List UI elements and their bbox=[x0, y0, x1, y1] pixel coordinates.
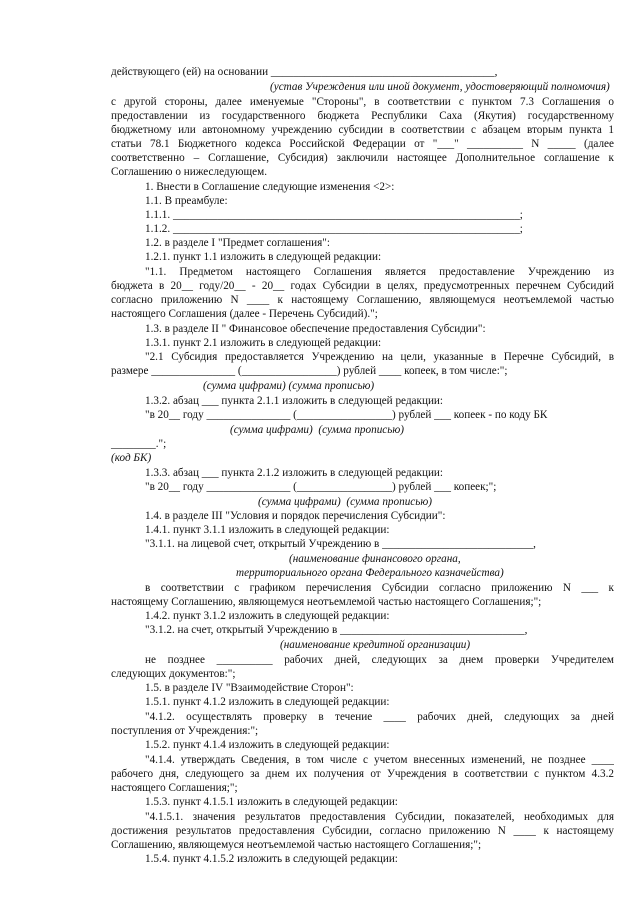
clause-1-1-2: 1.1.2. ______________________________________________________________; bbox=[145, 223, 523, 235]
point-4-1-4-line-3: настоящего Соглашения;"; bbox=[111, 782, 238, 794]
amount-caption-3: (сумма цифрами) (сумма прописью) bbox=[258, 496, 432, 508]
basis-line: действующего (ей) на основании ________________________________________, bbox=[111, 66, 498, 78]
clause-1-3: 1.3. в разделе II " Финансовое обеспечение предоставления Субсидии": bbox=[145, 323, 486, 335]
schedule-line-1: в соответствии с графиком перечисления Субсидии согласно приложению N ___ к bbox=[145, 582, 614, 594]
clause-1-4: 1.4. в разделе III "Условия и порядок перечисления Субсидии": bbox=[145, 510, 446, 522]
clause-1-5-4: 1.5.4. пункт 4.1.5.2 изложить в следующей редакции: bbox=[145, 853, 398, 865]
point-4-1-5-1-line-2: достижения результатов предоставления Субсидии, согласно приложению N ____ к настоящему bbox=[111, 825, 614, 837]
point-1-1-line-3: согласно приложению N ____ к настоящему Соглашению, являющемуся неотъемлемой частью bbox=[111, 294, 614, 306]
clause-1-5: 1.5. в разделе IV "Взаимодействие Сторон": bbox=[145, 682, 354, 694]
deadline-line-2: следующих документов:"; bbox=[111, 668, 236, 680]
clause-1-1-1: 1.1.1. ______________________________________________________________; bbox=[145, 209, 523, 221]
point-3-1-2-line: "3.1.2. на счет, открытый Учреждению в _________________________________, bbox=[145, 624, 528, 636]
point-4-1-4-line-1: "4.1.4. утверждать Сведения, в том числе с учетом внесенных изменений, не позднее ____ bbox=[145, 754, 614, 766]
point-1-1-line-2: бюджета в 20__ году/20__ - 20__ годах Субсидии в целях, предусмотренных перечнем Субсидий bbox=[111, 280, 614, 292]
finance-body-caption-1: (наименование финансового органа, bbox=[289, 553, 461, 565]
clause-1-2: 1.2. в разделе I "Предмет соглашения": bbox=[145, 237, 330, 249]
clause-1-5-1: 1.5.1. пункт 4.1.2 изложить в следующей редакции: bbox=[145, 696, 390, 708]
point-2-1-line-1: "2.1 Субсидия предоставляется Учреждению на цели, указанные в Перечне Субсидий, в bbox=[145, 351, 614, 363]
clause-1-3-1: 1.3.1. пункт 2.1 изложить в следующей редакции: bbox=[145, 337, 382, 349]
clause-1-2-1: 1.2.1. пункт 1.1 изложить в следующей редакции: bbox=[145, 251, 382, 263]
amount-caption-1: (сумма цифрами) (сумма прописью) bbox=[203, 380, 375, 392]
preamble-line-1: с другой стороны, далее именуемые "Стороны", в соответствии с пунктом 7.3 Соглашения о bbox=[111, 96, 614, 108]
amount-caption-2: (сумма цифрами) (сумма прописью) bbox=[230, 424, 404, 436]
point-3-1-1-line: "3.1.1. на лицевой счет, открытый Учреждению в ___________________________, bbox=[145, 538, 536, 550]
year-amount-bk-line: "в 20__ году _______________ (_________________) рублей ___ копеек - по коду БК bbox=[145, 409, 548, 421]
clause-1-4-2: 1.4.2. пункт 3.1.2 изложить в следующей редакции: bbox=[145, 610, 390, 622]
clause-1-1: 1.1. В преамбуле: bbox=[145, 195, 228, 207]
preamble-line-6: Соглашению о нижеследующем. bbox=[111, 166, 267, 178]
clause-1-4-1: 1.4.1. пункт 3.1.1 изложить в следующей редакции: bbox=[145, 524, 390, 536]
year-amount-line: "в 20__ году _______________ (_________________) рублей ___ копеек;"; bbox=[145, 481, 497, 493]
bk-code-caption: (код БК) bbox=[111, 452, 152, 464]
schedule-line-2: настоящему Соглашению, являющемуся неотъемлемой частью настоящего Соглашения;"; bbox=[111, 596, 542, 608]
finance-body-caption-2: территориального органа Федерального казначейства) bbox=[236, 567, 504, 579]
point-2-1-line-2: размере _______________ (_________________) рублей ____ копеек, в том числе:"; bbox=[111, 365, 508, 377]
point-4-1-5-1-line-1: "4.1.5.1. значения результатов предоставления Субсидии, показателей, необходимых для bbox=[145, 811, 614, 823]
credit-org-caption: (наименование кредитной организации) bbox=[280, 639, 471, 651]
preamble-line-2: предоставлении из государственного бюджета Республики Саха (Якутия) государственному bbox=[111, 110, 614, 122]
clause-1-3-2: 1.3.2. абзац ___ пункта 2.1.1 изложить в следующей редакции: bbox=[145, 395, 444, 407]
clause-1-5-2: 1.5.2. пункт 4.1.4 изложить в следующей редакции: bbox=[145, 739, 390, 751]
basis-caption: (устав Учреждения или иной документ, удостоверяющий полномочия) bbox=[270, 81, 610, 93]
preamble-line-3: бюджетному или автономному учреждению субсидии в соответствии с абзацем вторым пункта 1 bbox=[111, 124, 614, 136]
clause-1-5-3: 1.5.3. пункт 4.1.5.1 изложить в следующей редакции: bbox=[145, 796, 398, 808]
point-4-1-2-line-1: "4.1.2. осуществлять проверку в течение ____ рабочих дней, следующих за дней bbox=[145, 711, 614, 723]
preamble-line-5: соответственно – Соглашение, Субсидия) заключили настоящее Дополнительное соглашение к bbox=[111, 152, 614, 164]
deadline-line-1: не позднее __________ рабочих дней, следующих за днем проверки Учредителем bbox=[145, 654, 614, 666]
point-4-1-2-line-2: поступления от Учреждения:"; bbox=[111, 725, 259, 737]
point-1-1-line-1: "1.1. Предметом настоящего Соглашения является предоставление Учреждению из bbox=[145, 266, 614, 278]
point-4-1-4-line-2: рабочего дня, следующего за днем их получения от Учреждения в соответствии с пунктом 4.3.2 bbox=[111, 768, 614, 780]
preamble-line-4: статьи 78.1 Бюджетного кодекса Российской Федерации от "___" __________ N _____ (далее bbox=[111, 138, 614, 150]
point-4-1-5-1-line-3: Соглашению, являющемуся неотъемлемой частью настоящего Соглашения;"; bbox=[111, 839, 482, 851]
point-1-1-line-4: настоящего Соглашения (далее - Перечень Субсидий)."; bbox=[111, 308, 378, 320]
bk-code-line: ________."; bbox=[111, 438, 167, 450]
clause-1-3-3: 1.3.3. абзац ___ пункта 2.1.2 изложить в следующей редакции: bbox=[145, 467, 444, 479]
clause-1: 1. Внести в Соглашение следующие изменения <2>: bbox=[145, 181, 395, 193]
